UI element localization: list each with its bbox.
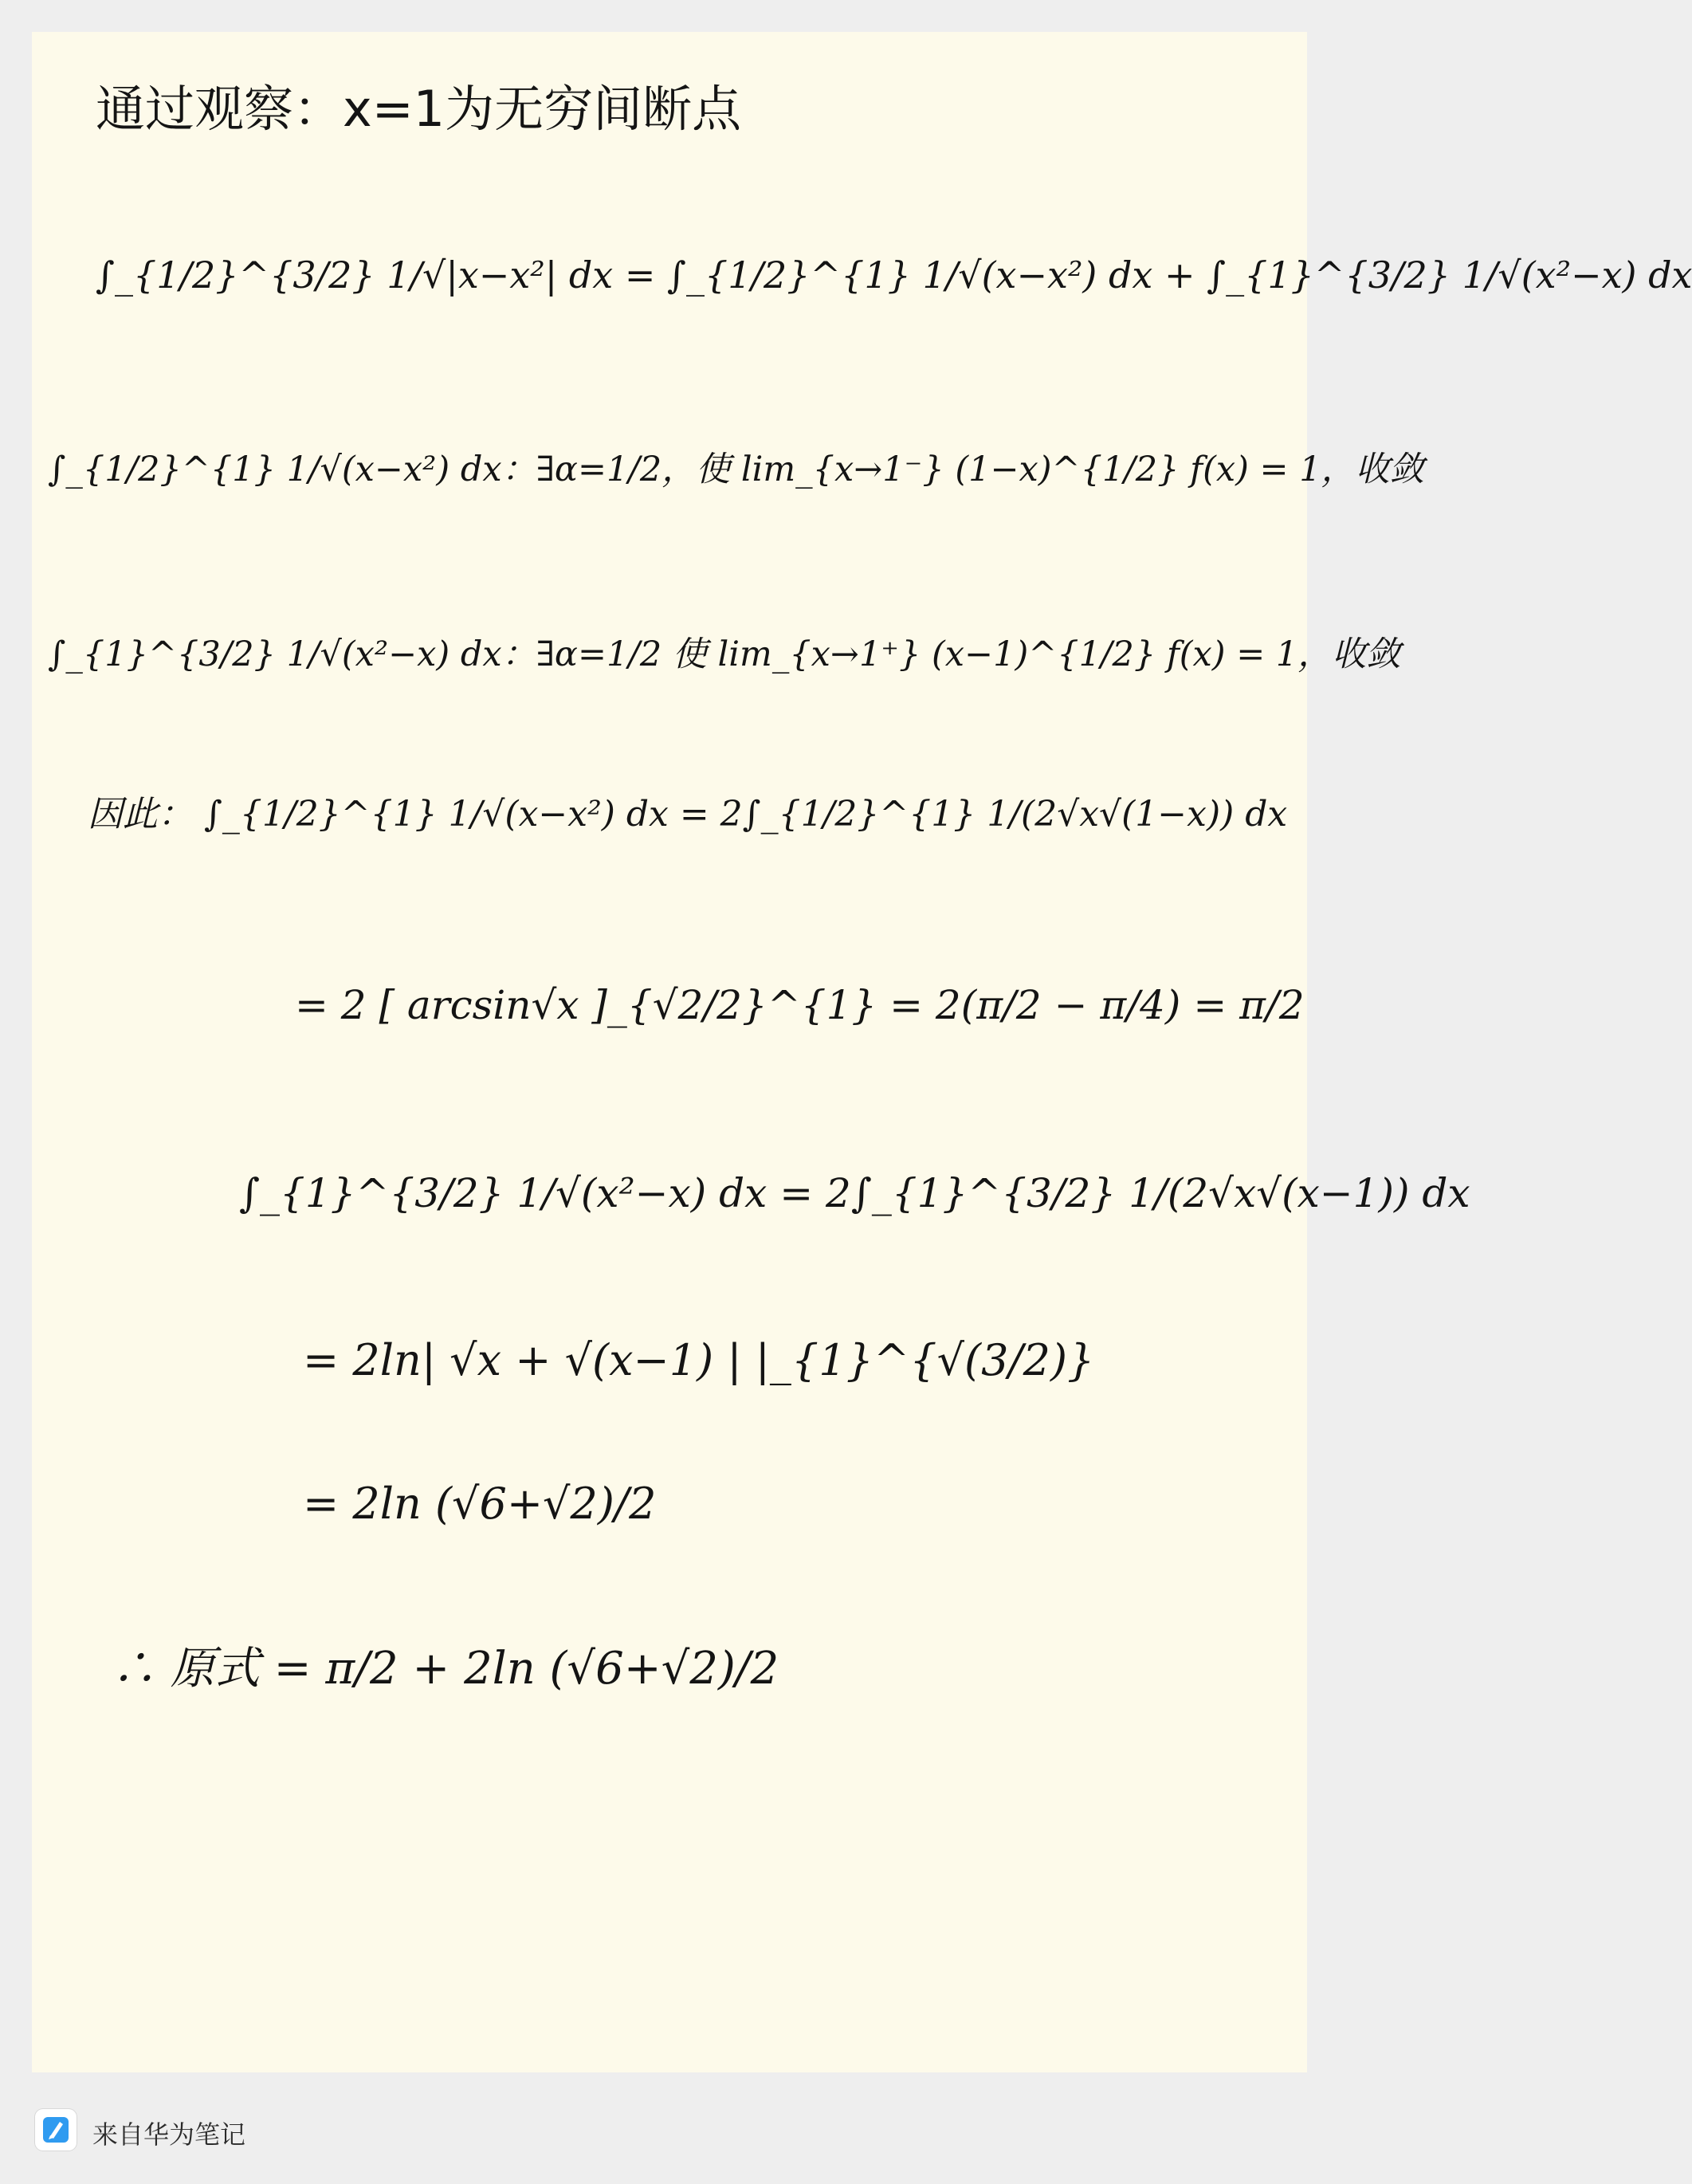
source-label: 来自华为笔记 — [92, 2119, 246, 2150]
note-line-6: = 2 [ arcsin√x ]_{√2/2}^{1} = 2(π/2 − π/4) = π/2 — [295, 982, 1305, 1028]
note-line-9: = 2ln (√6+√2)/2 — [303, 1479, 657, 1529]
note-line-8: = 2ln| √x + √(x−1) | |_{1}^{√(3/2)} — [303, 1335, 1095, 1385]
note-line-3: ∫_{1/2}^{1} 1/√(x−x²) dx：∃α=1/2，使 lim_{x→1⁻} (1−x)^{1/2} f(x) = 1，收敛 — [48, 450, 1424, 489]
note-line-4: ∫_{1}^{3/2} 1/√(x²−x) dx：∃α=1/2 使 lim_{x→1⁺} (x−1)^{1/2} f(x) = 1，收敛 — [48, 634, 1401, 674]
note-line-7: ∫_{1}^{3/2} 1/√(x²−x) dx = 2∫_{1}^{3/2} 1/(2√x√(x−1)) dx — [239, 1170, 1470, 1216]
huawei-notes-icon — [35, 2109, 77, 2151]
note-line-2: ∫_{1/2}^{3/2} 1/√|x−x²| dx = ∫_{1/2}^{1} 1/√(x−x²) dx + ∫_{1}^{3/2} 1/√(x²−x) dx — [96, 253, 1692, 297]
note-line-10: ∴ 原式 = π/2 + 2ln (√6+√2)/2 — [112, 1643, 779, 1695]
footer-bar — [0, 2072, 1339, 2184]
note-line-1: 通过观察：x=1为无穷间断点 — [96, 80, 742, 138]
note-page — [32, 32, 1692, 2072]
note-line-5: 因此： ∫_{1/2}^{1} 1/√(x−x²) dx = 2∫_{1/2}^{1} 1/(2√x√(1−x)) dx — [88, 794, 1288, 835]
